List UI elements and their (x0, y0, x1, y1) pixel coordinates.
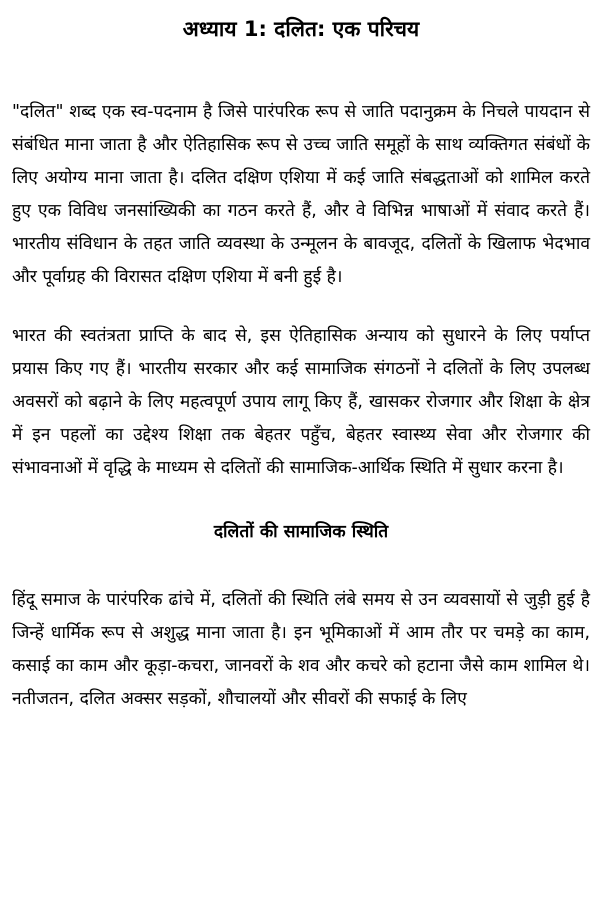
paragraph-post-independence: भारत की स्वतंत्रता प्राप्ति के बाद से, इस ऐतिहासिक अन्याय को सुधारने के लिए पर्याप्त प्रयास किए गए हैं। भारतीय सरकार और कई सामाजिक संगठनों ने दलितों के लिए उपलब्ध अवसरों को बढ़ाने के लिए महत्वपूर्ण उपाय लागू किए हैं, खासकर रोजगार और शिक्षा के क्षेत्र में इन पहलों का उद्देश्य शिक्षा तक बेहतर पहुँच, बेहतर स्वास्थ्य सेवा और रोजगार की संभावनाओं में वृद्धि के माध्यम से दलितों की सामाजिक-आर्थिक स्थिति में सुधार करना है। (12, 326, 590, 478)
paragraph-dalit-definition: "दलित" शब्द एक स्व-पदनाम है जिसे पारंपरिक रूप से जाति पदानुक्रम के निचले पायदान से संबंधित माना जाता है और ऐतिहासिक रूप से उच्च जाति समूहों के साथ व्यक्तिगत संबंधों के लिए अयोग्य माना जाता है। दलित दक्षिण एशिया में कई जाति संबद्धताओं को शामिल करते हुए एक विविध जनसांख्यिकी का गठन करते हैं, और वे विभिन्न भाषाओं में संवाद करते हैं। भारतीय संविधान के तहत जाति व्यवस्था के उन्मूलन के बावजूद, दलितों के खिलाफ भेदभाव और पूर्वाग्रह की विरासत दक्षिण एशिया में बनी हुई है। (12, 102, 590, 287)
section-heading: दलितों की सामाजिक स्थिति (213, 522, 389, 542)
paragraph-social-status: हिंदू समाज के पारंपरिक ढांचे में, दलितों की स्थिति लंबे समय से उन व्यवसायों से जुड़ी हुई है जिन्हें धार्मिक रूप से अशुद्ध माना जाता है। इन भूमिकाओं में आम तौर पर चमड़े का काम, कसाई का काम और कूड़ा-कचरा, जानवरों के शव और कचरे को हटाना जैसे काम शामिल थे। नतीजतन, दलित अक्सर सड़कों, शौचालयों और सीवरों की सफाई के लिए (12, 590, 590, 709)
chapter-title: अध्याय 1: दलित: एक परिचय (182, 17, 420, 41)
